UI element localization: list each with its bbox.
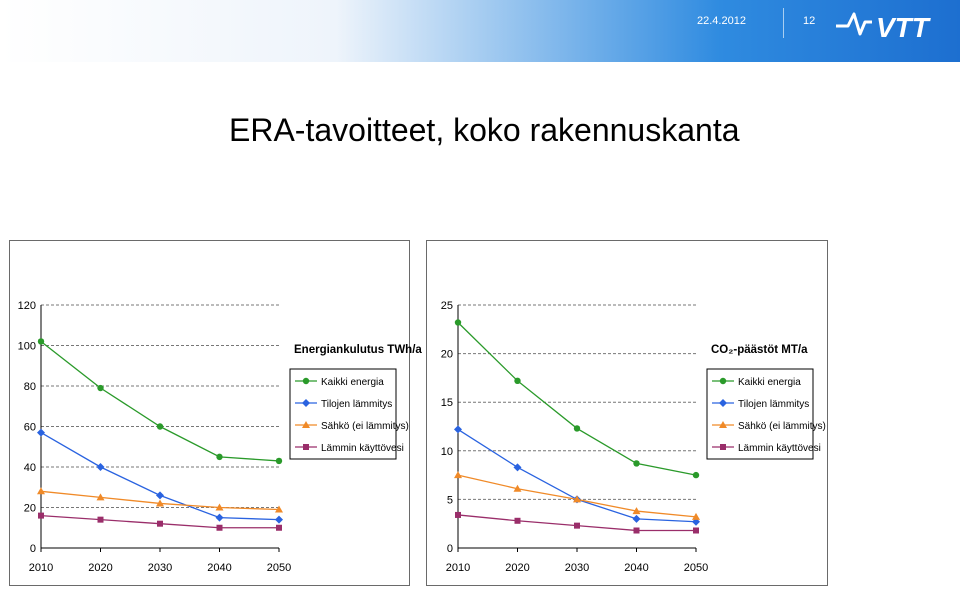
data-point bbox=[276, 458, 282, 464]
data-point bbox=[514, 463, 522, 471]
data-point bbox=[693, 528, 699, 534]
energy-chart-panel bbox=[9, 240, 422, 586]
data-point bbox=[454, 425, 462, 433]
data-point bbox=[38, 338, 44, 344]
data-point bbox=[97, 463, 105, 471]
header-date: 22.4.2012 bbox=[697, 15, 746, 27]
data-point bbox=[217, 525, 223, 531]
data-point bbox=[455, 319, 461, 325]
legend-label: Kaikki energia bbox=[738, 377, 801, 388]
data-point bbox=[156, 491, 164, 499]
data-point bbox=[157, 423, 163, 429]
series-line bbox=[41, 341, 279, 460]
data-point bbox=[98, 517, 104, 523]
data-point bbox=[574, 523, 580, 529]
header-separator bbox=[783, 8, 784, 38]
y-tick-label: 60 bbox=[23, 421, 36, 434]
x-tick-label: 2030 bbox=[564, 562, 590, 574]
data-point bbox=[216, 514, 224, 522]
x-tick-label: 2020 bbox=[505, 562, 530, 574]
series-line bbox=[41, 433, 279, 520]
vtt-logo bbox=[832, 4, 954, 44]
energy-chart bbox=[10, 241, 422, 585]
y-tick-label: 0 bbox=[29, 543, 36, 555]
data-point bbox=[633, 515, 641, 523]
x-tick-label: 2030 bbox=[147, 562, 173, 574]
legend-marker bbox=[720, 378, 726, 384]
x-tick-label: 2020 bbox=[88, 562, 113, 574]
legend-marker bbox=[303, 444, 309, 450]
x-tick-label: 2040 bbox=[207, 562, 232, 574]
header-band bbox=[0, 0, 960, 62]
data-point bbox=[455, 512, 461, 518]
data-point bbox=[275, 516, 283, 524]
legend-label: Tilojen lämmitys bbox=[321, 399, 393, 410]
x-tick-label: 2010 bbox=[28, 562, 54, 574]
data-point bbox=[157, 521, 163, 527]
data-point bbox=[514, 378, 520, 384]
data-point bbox=[37, 429, 45, 437]
y-tick-label: 80 bbox=[23, 381, 36, 393]
data-point bbox=[38, 513, 44, 519]
data-point bbox=[216, 454, 222, 460]
y-tick-label: 25 bbox=[440, 300, 453, 312]
y-tick-label: 100 bbox=[17, 340, 36, 353]
y-tick-label: 20 bbox=[440, 348, 453, 361]
chart-title: Energiankulutus TWh/a bbox=[294, 344, 422, 356]
legend-label: Sähkö (ei lämmitys) bbox=[738, 421, 826, 432]
data-point bbox=[97, 385, 103, 391]
y-tick-label: 40 bbox=[23, 462, 36, 474]
y-tick-label: 0 bbox=[446, 543, 453, 555]
data-point bbox=[693, 472, 699, 478]
y-tick-label: 20 bbox=[23, 502, 36, 515]
data-point bbox=[574, 425, 580, 431]
legend-label: Kaikki energia bbox=[321, 377, 384, 388]
y-tick-label: 15 bbox=[440, 397, 453, 410]
legend-marker bbox=[303, 378, 309, 384]
series-line bbox=[458, 429, 696, 521]
chart-title: CO₂-päästöt MT/a bbox=[711, 344, 808, 356]
legend-label: Lämmin käyttövesi bbox=[321, 443, 404, 454]
x-tick-label: 2050 bbox=[266, 562, 292, 574]
co2-chart-panel bbox=[426, 240, 828, 586]
legend-label: Lämmin käyttövesi bbox=[738, 443, 821, 454]
y-tick-label: 120 bbox=[17, 300, 36, 312]
data-point bbox=[515, 518, 521, 524]
data-point bbox=[454, 471, 462, 478]
page-number: 12 bbox=[803, 15, 816, 27]
co2-chart bbox=[427, 241, 827, 585]
x-tick-label: 2040 bbox=[624, 562, 649, 574]
page-title: ERA-tavoitteet, koko rakennuskanta bbox=[229, 112, 740, 148]
legend-marker bbox=[720, 444, 726, 450]
logo-wave-icon bbox=[836, 14, 872, 34]
y-tick-label: 5 bbox=[446, 494, 453, 507]
y-tick-label: 10 bbox=[440, 445, 453, 458]
logo-text: VTT bbox=[876, 12, 929, 43]
x-tick-label: 2010 bbox=[445, 562, 471, 574]
data-point bbox=[633, 460, 639, 466]
data-point bbox=[276, 525, 282, 531]
data-point bbox=[634, 528, 640, 534]
legend-label: Tilojen lämmitys bbox=[738, 399, 810, 410]
data-point bbox=[37, 487, 45, 494]
legend-label: Sähkö (ei lämmitys) bbox=[321, 421, 409, 432]
x-tick-label: 2050 bbox=[683, 562, 709, 574]
